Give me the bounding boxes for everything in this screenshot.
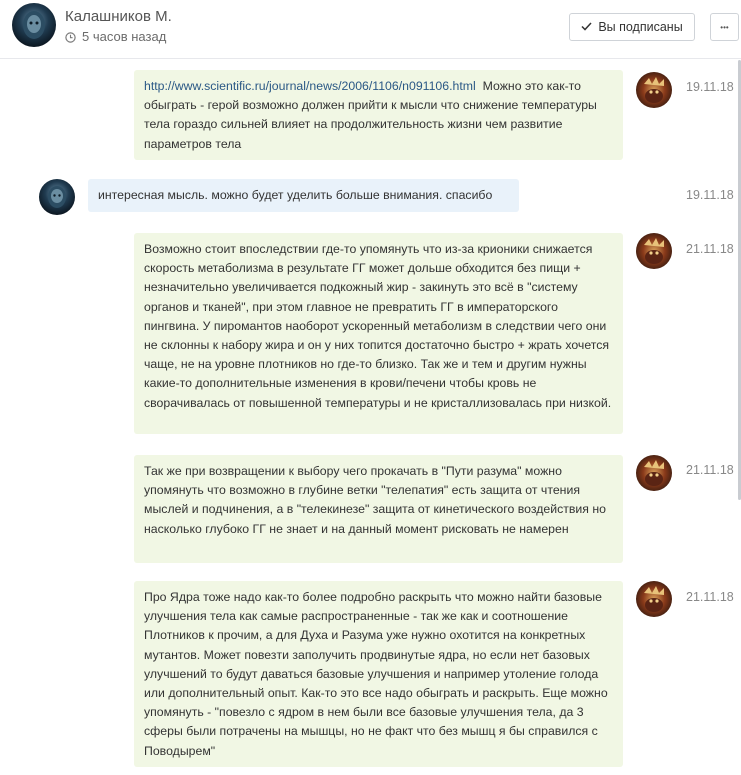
message-bubble	[134, 455, 623, 563]
author-name[interactable]: Калашников М.	[65, 8, 172, 25]
more-dots-icon: •••	[720, 22, 729, 32]
subscribed-button-label: Вы подписаны	[598, 20, 683, 34]
user-avatar[interactable]	[636, 233, 672, 269]
message-bubble	[134, 70, 623, 160]
message-bubble	[134, 581, 623, 767]
message-bubble	[134, 233, 623, 434]
message-text: интересная мысль. можно будет уделить больше внимания. спасибо	[98, 188, 493, 202]
message-date: 19.11.18	[686, 80, 734, 94]
message-date: 19.11.18	[686, 188, 734, 202]
message-date: 21.11.18	[686, 463, 734, 477]
message-bubble	[88, 179, 519, 212]
clock-icon	[65, 31, 76, 42]
more-options-button[interactable]	[710, 13, 739, 41]
user-avatar[interactable]	[636, 581, 672, 617]
post-time	[65, 29, 166, 44]
user-avatar[interactable]	[636, 72, 672, 108]
message-date: 21.11.18	[686, 590, 734, 604]
message-text: Можно это как-то обыграть - герой возможно должен прийти к мысли что снижение температуры тела гораздо сильней влияет на продолжительность жизни чем развитие параметров тела	[144, 79, 597, 151]
post-time-text: 5 часов назад	[82, 29, 167, 44]
subscribed-button[interactable]	[569, 13, 695, 41]
check-icon	[581, 20, 592, 34]
author-avatar[interactable]	[39, 179, 75, 215]
message-link[interactable]: http://www.scientific.ru/journal/news/2006/1106/n091106.html	[144, 79, 476, 93]
message-text: Так же при возвращении к выбору чего прокачать в "Пути разума" можно упомянуть что возможно в глубине ветки "телепатия" есть защита от чтения мыслей и подчинения, а в "телекинезе" защита от кинетического воздействия но насколько глубоко ГГ не знает и на данный момент рисковать не намерен	[144, 464, 606, 536]
message-date: 21.11.18	[686, 242, 734, 256]
message-text: Про Ядра тоже надо как-то более подробно раскрыть что можно найти базовые улучшения тела как самые распространенные - так же как и соотношение Плотников к прочим, а для Духа и Разума уже нужно охотится на конкретных мутантов. Может повезти заполучить продвинутые ядра, но если нет базовых улучшений то будут даваться базовые улучшения и например утоление голода или дополнительный опыт. Как-то это все надо обыграть и раскрыть. Еще можно упомянуть - "повезло с ядром в нем были все базовые улучшения тела, да 3 сферы были потрачены на мышцы, но не факт что без мышц я бы справился с Поводырем"	[144, 590, 608, 758]
author-avatar[interactable]	[12, 3, 56, 47]
user-avatar[interactable]	[636, 455, 672, 491]
message-text: Возможно стоит впоследствии где-то упомянуть что из-за крионики снижается скорость метаболизма в результате ГГ может дольше обходится без пищи + незначительно увеличивается подкожный жир - закинуть это всё в "систему органов и тканей", при этом главное не превратить ГГ в императорского пингвина. У пиромантов наоборот ускоренный метаболизм в следствии чего они не склонны к набору жира и он у них топится достаточно быстро + жрать хочется чаще, не на уровне плотников но где-то близко. Так же и тем и другим нужны какие-то дополнительные изменения в крови/печени чтобы кровь не сворачивалась от повышенной температуры и не кристаллизовалась при низкой.	[144, 242, 612, 410]
post-header	[0, 0, 741, 59]
